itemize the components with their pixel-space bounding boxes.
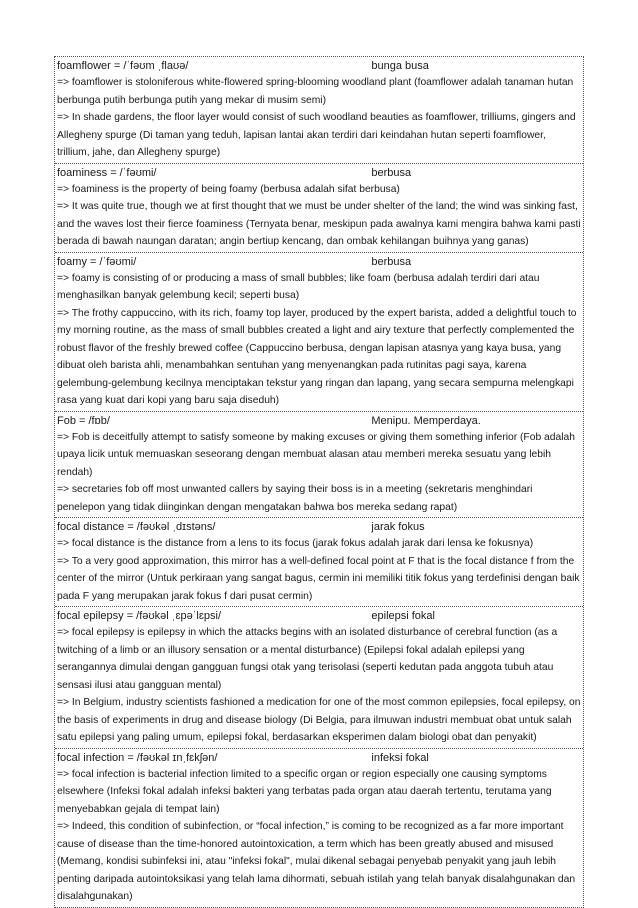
entry-definition: => foaminess is the property of being foamy (berbusa adalah sifat berbusa) [57, 183, 400, 195]
entry-headline [57, 519, 581, 535]
entry-example: => The frothy cappuccino, with its rich, foamy top layer, produced by the expert barista, added a delightful touch to my morning routine, as the mass of small bubbles created a light and airy texture that perfectly complemented the robust flavor of the freshly brewed coffee (Cappuccino berbusa, dengan lapisan atasnya yang kaya busa, yang dibuat oleh barista ahli, menambahkan sentuhan yang menyenangkan pada rutinitas pagi saya, karena gelembung-gelembung kecilnya menciptakan tekstur yang ringan dan lapang, yang secara sempurna melengkapi rasa yang kuat dari kopi yang baru saja diseduh) [57, 307, 577, 406]
entry-focal-epilepsy [55, 607, 583, 749]
entry-term: focal infection = /fəʊkəl ɪnˌfɛkʃən/ [57, 751, 218, 764]
entry-example: => Indeed, this condition of subinfection, or “focal infection,” is coming to be recognized as a far more important cause of disease than the time-honored autointoxication, a term which has been greatly abused and misused (Memang, kondisi subinfeksi ini, atau "infeksi fokal", mulai dikenal sebagai penyebab penyakit yang jauh lebih penting daripada autointoksikasi yang telah lama dihormati, sebuah istilah yang telah banyak disalahgunakan dan disalahgunakan) [57, 821, 576, 902]
entry-headline [57, 254, 581, 270]
entry-focal-distance [55, 518, 583, 607]
entry-foaminess [55, 164, 583, 253]
entry-focal-infection [55, 749, 583, 907]
entry-headline [57, 608, 581, 624]
entry-foamy [55, 253, 583, 412]
entry-definition: => Fob is deceitfully attempt to satisfy someone by making excuses or giving them something inferior (Fob adalah upaya licik untuk memuaskan seseorang dengan membuat alasan atau memberi mereka sesuatu yang lebih rendah) [57, 431, 575, 478]
entry-translation: bunga busa [371, 60, 429, 72]
entry-translation: infeksi fokal [371, 751, 429, 764]
entry-translation: epilepsi fokal [371, 610, 435, 622]
entry-example: => It was quite true, though we at first thought that we must be under shelter of the land; the wind was sinking fast, and the waves lost their fierce foaminess (Ternyata benar, meskipun pada awalnya kami mengira bahwa kami pasti berada di bawah naungan daratan; angin bertiup kencang, dan ombak kehilangan buihnya yang ganas) [57, 201, 581, 247]
entry-definition: => focal infection is bacterial infection limited to a specific organ or region especially one causing symptoms elsewhere (Infeksi fokal adalah infeksi bakteri yang terbatas pada organ atau daerah tertentu, terutama yang menyebabkan gejala di tempat lain) [57, 768, 552, 815]
entry-term: focal distance = /fəʊkəl ˌdɪstəns/ [57, 521, 216, 533]
dictionary-table [54, 56, 584, 908]
entry-translation: berbusa [371, 166, 412, 179]
entry-fob [55, 412, 583, 519]
entry-headline [57, 750, 581, 766]
entry-definition: => foamflower is stoloniferous white-flowered spring-blooming woodland plant (foamflower adalah tanaman hutan berbunga putih berbunga putih yang mekar di musim semi) [57, 77, 574, 106]
entry-translation: jarak fokus [371, 521, 425, 533]
entry-example: => In Belgium, industry scientists fashioned a medication for one of the most common epilepsies, focal epilepsy, on the basis of experiments in drug and disease biology (Di Belgia, para ilmuwan industri membuat obat untuk salah satu epilepsi yang paling umum, epilepsi fokal, berdasarkan eksperimen dalam biologi obat dan penyakit) [57, 697, 581, 743]
entry-term: focal epilepsy = /fəʊkəl ˌɛpəˈlɛpsi/ [57, 610, 221, 622]
entry-headline [57, 58, 581, 74]
entry-definition: => focal distance is the distance from a lens to its focus (jarak fokus adalah jarak dari lensa ke fokusnya) [57, 538, 534, 549]
entry-example: => secretaries fob off most unwanted callers by saying their boss is in a meeting (sekretaris menghindari penelepon yang tidak diinginkan dengan mengatakan bahwa bos mereka sedang rapat) [57, 484, 533, 513]
entry-term: foamy = /ˈfəʊmi/ [57, 255, 137, 268]
entry-translation: berbusa [371, 255, 412, 268]
entry-example: => In shade gardens, the floor layer would consist of such woodland beauties as foamflower, trilliums, gingers and Allegheny spurge (Di taman yang teduh, lapisan lantai akan terdiri dari keindahan hutan seperti foamflower, trillium, jahe, dan Allegheny spurge) [57, 112, 576, 158]
entry-headline [57, 165, 581, 181]
entry-term: foaminess = /ˈfəʊmi/ [57, 166, 157, 179]
entry-headline [57, 413, 581, 429]
entry-term: Fob = /fɒb/ [57, 414, 110, 427]
entry-definition: => focal epilepsy is epilepsy in which the attacks begins with an isolated disturbance of cerebral function (as a twitching of a limb or an illusory sensation or a mental disturbance) (Epilepsi fokal adalah epilepsi yang serangannya dimulai dengan gangguan fungsi otak yang terisolasi (seperti kedutan pada anggota tubuh atau sensasi ilusi atau gangguan mental) [57, 627, 558, 691]
entry-translation: Menipu. Memperdaya. [371, 414, 481, 427]
entry-term: foamflower = /ˈfəʊm ˌflaʊə/ [57, 60, 189, 72]
entry-example: => To a very good approximation, this mirror has a well-defined focal point at F that is the focal distance f from the center of the mirror (Untuk perkiraan yang sangat bagus, cermin ini memiliki titik fokus yang terdefinisi dengan baik pada F yang merupakan jarak fokus f dari pusat cermin) [57, 555, 580, 602]
entry-foamflower [55, 57, 583, 164]
entry-definition: => foamy is consisting of or producing a mass of small bubbles; like foam (berbusa adalah terdiri dari atau menghasilkan banyak gelembung kecil; seperti busa) [57, 272, 540, 301]
